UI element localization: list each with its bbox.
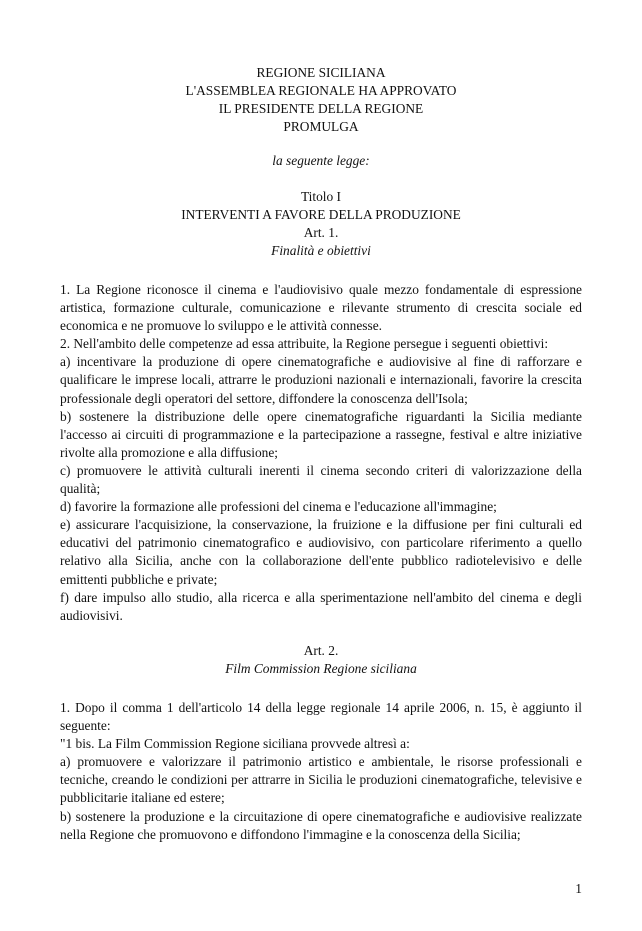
header-line-president: IL PRESIDENTE DELLA REGIONE [218,101,424,117]
art1-paragraph: 1. La Regione riconosce il cinema e l'audiovisivo quale mezzo fondamentale di espressione artistica, formazione culturale, comunicazione e rilevante strumento di crescita sociale ed economica e ne promuove lo sviluppo e le attività connesse. [60,282,582,334]
titolo-heading: INTERVENTI A FAVORE DELLA PRODUZIONE [181,207,461,223]
header-line-assembly: L'ASSEMBLEA REGIONALE HA APPROVATO [185,83,457,99]
titolo-block [60,188,582,260]
intro-text: la seguente legge: [272,153,370,168]
art1-paragraph: a) incentivare la produzione di opere cinematografiche e audiovisive al fine di rafforzare e qualificare le imprese locali, attrarre le produzioni nazionali e internazionali, favorire la crescita professionale degli operatori del settore, diffondere la conoscenza dell'Isola; [60,354,582,406]
art2-paragraph: a) promuovere e valorizzare il patrimonio artistico e ambientale, le risorse professionali e tecniche, creando le condizioni per attrarre in Sicilia le produzioni cinematografiche, televisive e pubblicitarie italiane ed estere; [60,754,582,806]
art2-label: Art. 2. [303,643,339,658]
art1-paragraph: d) favorire la formazione alle professioni del cinema e l'educazione all'immagine; [60,499,497,515]
art1-paragraph: 2. Nell'ambito delle competenze ad essa attribuite, la Regione persegue i seguenti obiettivi: [60,336,549,352]
art1-label: Art. 1. [303,225,339,241]
art2-paragraph: "1 bis. La Film Commission Regione siciliana provvede altresì a: [60,736,410,752]
art2-body [60,699,582,844]
header-block [60,64,582,136]
art2-heading-block [60,642,582,678]
art1-paragraph: e) assicurare l'acquisizione, la conservazione, la fruizione e la diffusione per fini culturali ed educativi del patrimonio cinematografico e audiovisivo, con particolare riferimento a quello relativo alla Sicilia, anche con la collaborazione dell'ente pubblico radiotelevisivo e delle emittenti pubbliche e private; [60,517,582,587]
art1-body [60,281,582,625]
header-line-promulga: PROMULGA [283,119,359,135]
art2-paragraph: b) sostenere la produzione e la circuitazione di opere cinematografiche e audiovisive realizzate nella Regione che promuovono e diffondono l'immagine e la conoscenza della Sicilia; [60,808,582,842]
titolo-label: Titolo I [300,189,342,204]
art1-paragraph: c) promuovere le attività culturali inerenti il cinema secondo criteri di valorizzazione della qualità; [60,462,582,497]
page-number: 1 [575,881,582,896]
header-line-region: REGIONE SICILIANA [256,65,386,80]
art1-paragraph: f) dare impulso allo studio, alla ricerca e alla sperimentazione nell'ambito del cinema e degli audiovisivi. [60,589,582,623]
art1-paragraph: b) sostenere la distribuzione delle opere cinematografiche riguardanti la Sicilia mediante l'accesso ai circuiti di programmazione e la partecipazione a rassegne, festival e altre iniziative rivolte alla promozione e alla diffusione; [60,408,582,460]
art2-paragraph: 1. Dopo il comma 1 dell'articolo 14 della legge regionale 14 aprile 2006, n. 15, è aggiunto il seguente: [60,700,582,734]
art1-subtitle: Finalità e obiettivi [271,243,371,259]
art2-subtitle: Film Commission Regione siciliana [225,661,417,677]
